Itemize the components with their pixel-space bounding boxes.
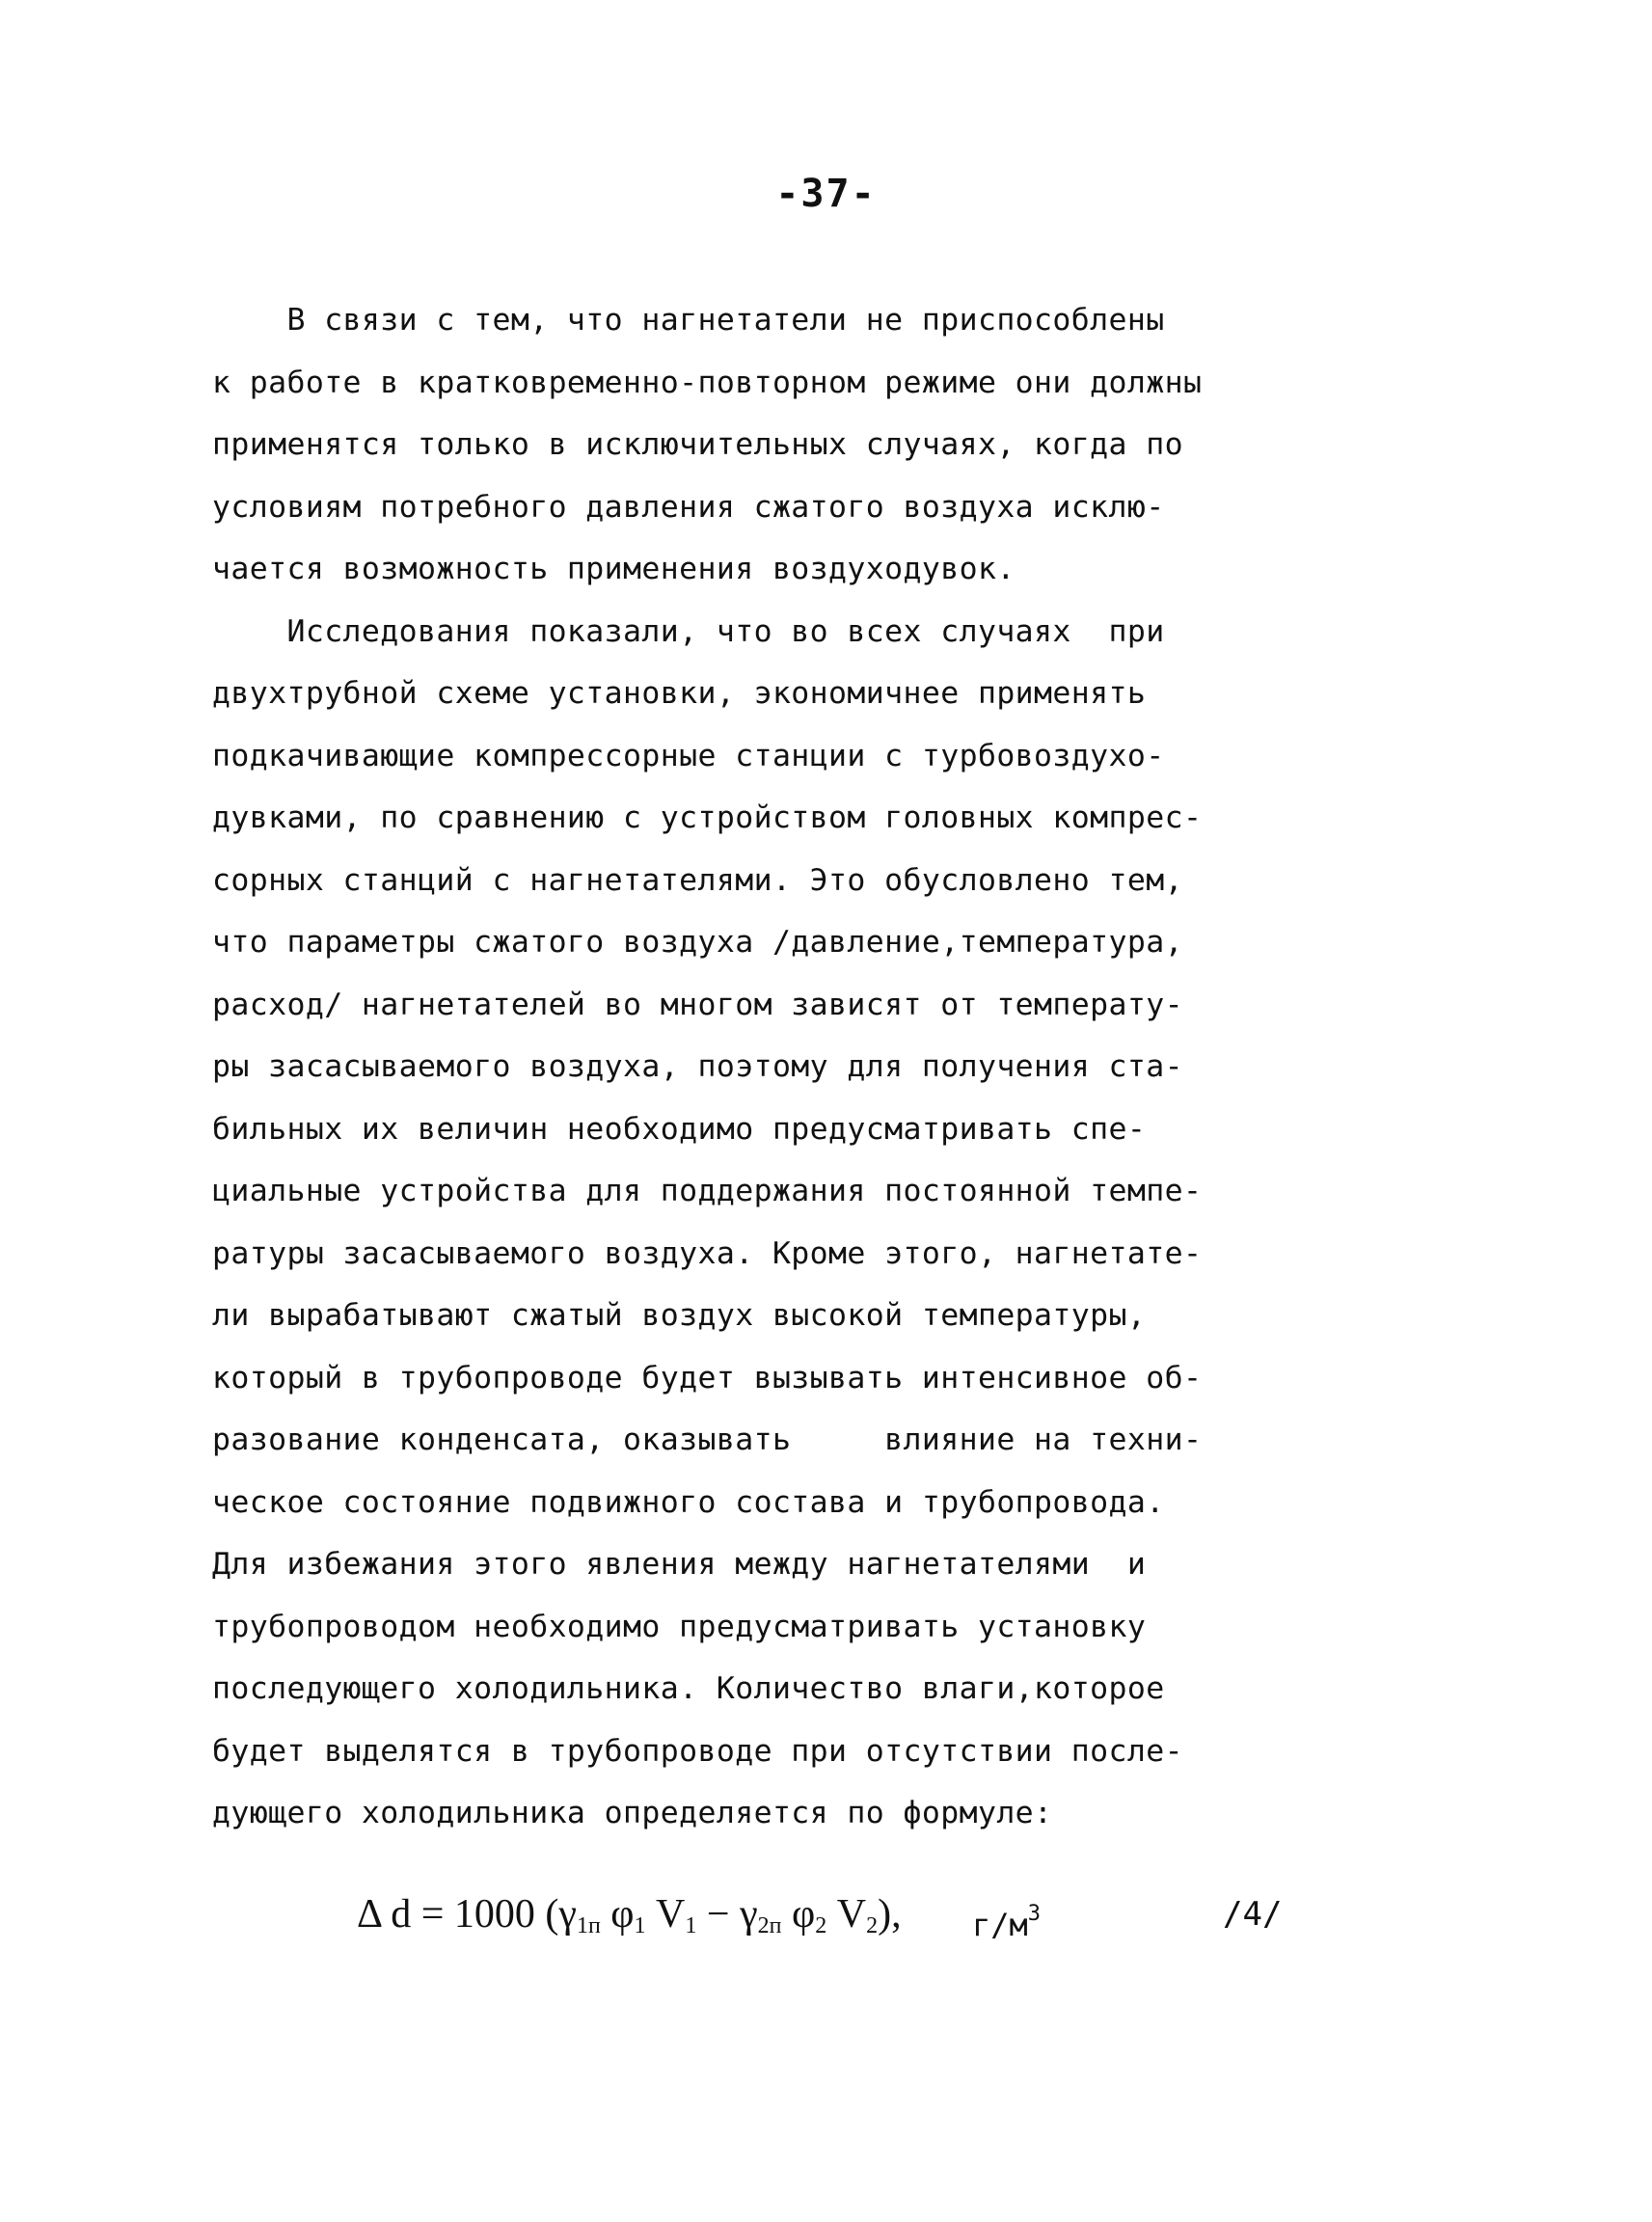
text-line: условиям потребного давления сжатого воздуха исклю- (212, 489, 1165, 525)
text-line: к работе в кратковременно-повторном режиме они должны (212, 365, 1203, 400)
formula-phi2-sub: 2 (815, 1913, 827, 1938)
text-line: Для избежания этого явления между нагнетателями и (212, 1547, 1147, 1582)
formula-gamma2: γ (740, 1892, 758, 1937)
text-line: будет выделятся в трубопроводе при отсутствии после- (212, 1733, 1183, 1769)
text-line: ры засасываемого воздуха, поэтому для получения ста- (212, 1049, 1183, 1084)
text-line: В связи с тем, что нагнетатели не приспособлены (212, 303, 1165, 338)
formula-expression (357, 1881, 902, 1960)
formula-number: /4/ (1223, 1895, 1283, 1934)
formula-unit-base: г/м (972, 1907, 1028, 1943)
text-line: ческое состояние подвижного состава и трубопровода. (212, 1484, 1165, 1520)
formula-minus: − (696, 1892, 741, 1937)
formula-v2-sub: 2 (866, 1913, 879, 1938)
formula-unit-exponent: 3 (1027, 1902, 1042, 1926)
formula-gamma1-sub: 1п (576, 1913, 601, 1938)
text-line: трубопроводом необходимо предусматривать установку (212, 1609, 1147, 1644)
formula-close: ), (878, 1892, 902, 1937)
text-line: бильных их величин необходимо предусматривать спе- (212, 1111, 1147, 1147)
text-line: дувками, по сравнению с устройством головных компрес- (212, 800, 1203, 835)
formula-phi1: φ (600, 1892, 635, 1937)
text-line: дующего холодильника определяется по формуле: (212, 1796, 1053, 1830)
text-line: ратуры засасываемого воздуха. Кроме этого, нагнетате- (212, 1235, 1203, 1271)
text-line: применятся только в исключительных случаях, когда по (212, 427, 1183, 462)
text-line: сорных станций с нагнетателями. Это обусловлено тем, (212, 862, 1183, 898)
formula-eq: = 1000 ( (411, 1892, 559, 1937)
text-line: двухтрубной схеме установки, экономичнее применять (212, 676, 1147, 711)
formula-gamma1: γ (558, 1892, 577, 1937)
text-line: подкачивающие компрессорные станции с турбовоздухо- (212, 738, 1165, 773)
text-line: расход/ нагнетателей во многом зависят от температу- (212, 987, 1183, 1022)
text-line: разование конденсата, оказывать влияние на техни- (212, 1423, 1203, 1457)
formula-phi1-sub: 1 (634, 1913, 646, 1938)
text-line: последующего холодильника. Количество влаги,которое (212, 1671, 1165, 1706)
text-line: циальные устройства для поддержания постоянной темпе- (212, 1174, 1203, 1208)
formula-v1: V (645, 1892, 686, 1937)
text-line: что параметры сжатого воздуха /давление,температура, (212, 925, 1183, 960)
formula-gamma2-sub: 2п (757, 1913, 782, 1938)
formula-lhs: Δ d (357, 1892, 412, 1937)
formula-v1-sub: 1 (685, 1913, 697, 1938)
text-line: чается возможность применения воздуходувок. (212, 552, 1016, 586)
text-line: Исследования показали, что во всех случаях при (212, 613, 1165, 649)
formula-v2: V (826, 1892, 867, 1937)
formula-phi2: φ (781, 1892, 816, 1937)
text-line: ли вырабатывают сжатый воздух высокой температуры, (212, 1298, 1147, 1333)
body-text (212, 289, 1456, 1845)
formula (357, 1881, 1283, 1948)
page-number: -37- (775, 172, 877, 216)
formula-unit (972, 1881, 1041, 1959)
text-line: который в трубопроводе будет вызывать интенсивное об- (212, 1360, 1203, 1396)
